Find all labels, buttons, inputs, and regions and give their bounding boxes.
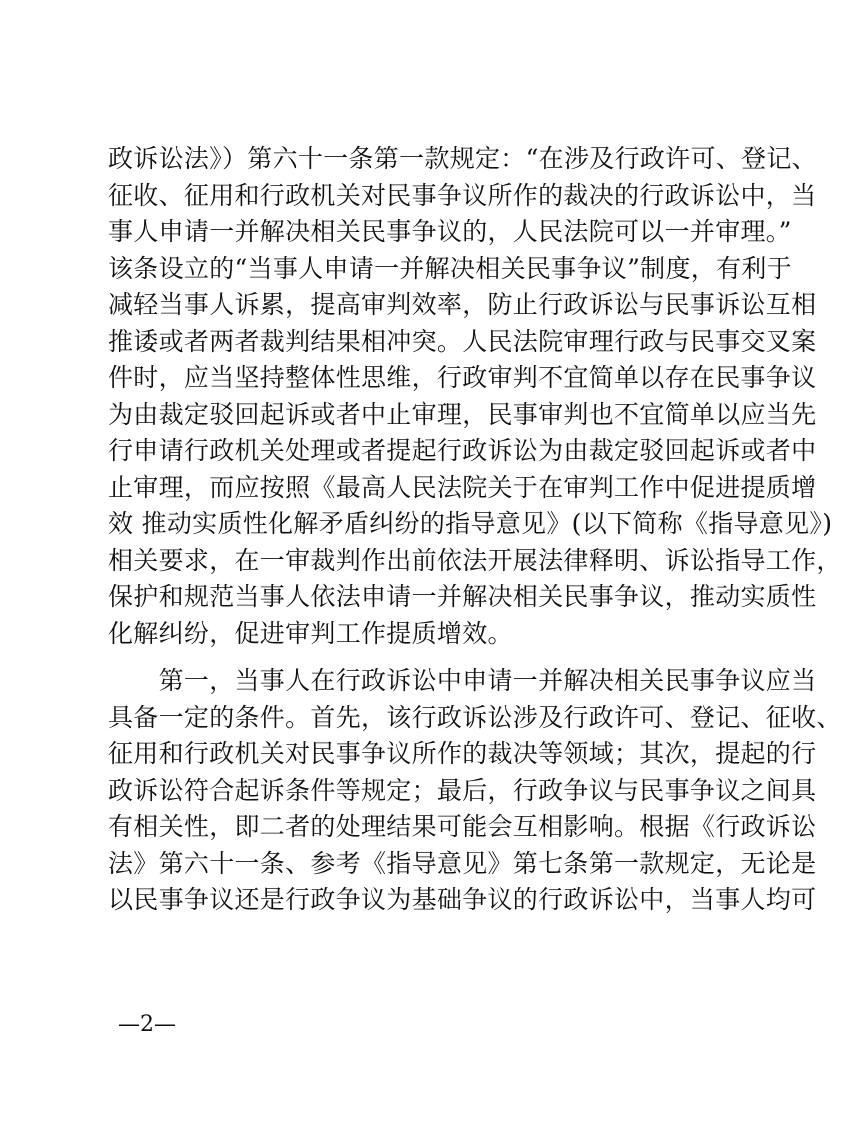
text-line: 件时，应当坚持整体性思维，行政审判不宜简单以存在民事争议 — [108, 363, 817, 392]
paragraph-gap — [108, 652, 692, 663]
body-text — [108, 141, 842, 919]
text-line: 具备一定的条件。首先，该行政诉讼涉及行政许可、登记、征收、 — [108, 702, 842, 732]
text-line: 效 推动实质性化解矛盾纠纷的指导意见》(以下简称《指导意见》) — [108, 509, 833, 538]
text-line: 为由裁定驳回起诉或者中止审理，民事审判也不宜简单以应当先 — [108, 399, 817, 429]
text-line: 减轻当事人诉累，提高审判效率，防止行政诉讼与民事诉讼互相 — [108, 290, 817, 319]
text-line: 保护和规范当事人依法申请一并解决相关民事争议，推动实质性 — [108, 582, 817, 611]
paragraph-2 — [108, 663, 842, 919]
text-line: 政诉讼法》）第六十一条第一款规定：“在涉及行政许可、登记、 — [108, 144, 817, 173]
text-line: 止审理，而应按照《最高人民法院关于在审判工作中促进提质增 — [108, 472, 817, 502]
text-line: 法》第六十一条、参考《指导意见》第七条第一款规定，无论是 — [108, 848, 817, 878]
text-line: 推诿或者两者裁判结果相冲突。人民法院审理行政与民事交叉案 — [108, 326, 817, 356]
text-line: 相关要求，在一审裁判作出前依法开展法律释明、诉讼指导工作， — [108, 545, 842, 575]
text-line: 政诉讼符合起诉条件等规定；最后，行政争议与民事争议之间具 — [108, 775, 817, 805]
text-line: 行申请行政机关处理或者提起行政诉讼为由裁定驳回起诉或者中 — [108, 436, 817, 465]
text-line: 第一，当事人在行政诉讼中申请一并解决相关民事争议应当 — [108, 666, 817, 695]
page-number: —2— — [118, 1012, 176, 1037]
text-line: 事人申请一并解决相关民事争议的，人民法院可以一并审理。” — [108, 217, 792, 246]
paragraph-1 — [108, 141, 842, 652]
text-line: 该条设立的“当事人申请一并解决相关民事争议”制度，有利于 — [108, 253, 792, 283]
text-line: 征用和行政机关对民事争议所作的裁决等领域；其次，提起的行 — [108, 739, 817, 768]
text-line: 以民事争议还是行政争议为基础争议的行政诉讼中，当事人均可 — [108, 885, 817, 914]
text-line: 有相关性，即二者的处理结果可能会互相影响。根据《行政诉讼 — [108, 812, 817, 841]
text-line: 化解纠纷，促进审判工作提质增效。 — [108, 618, 513, 648]
text-line: 征收、征用和行政机关对民事争议所作的裁决的行政诉讼中，当 — [108, 180, 817, 210]
